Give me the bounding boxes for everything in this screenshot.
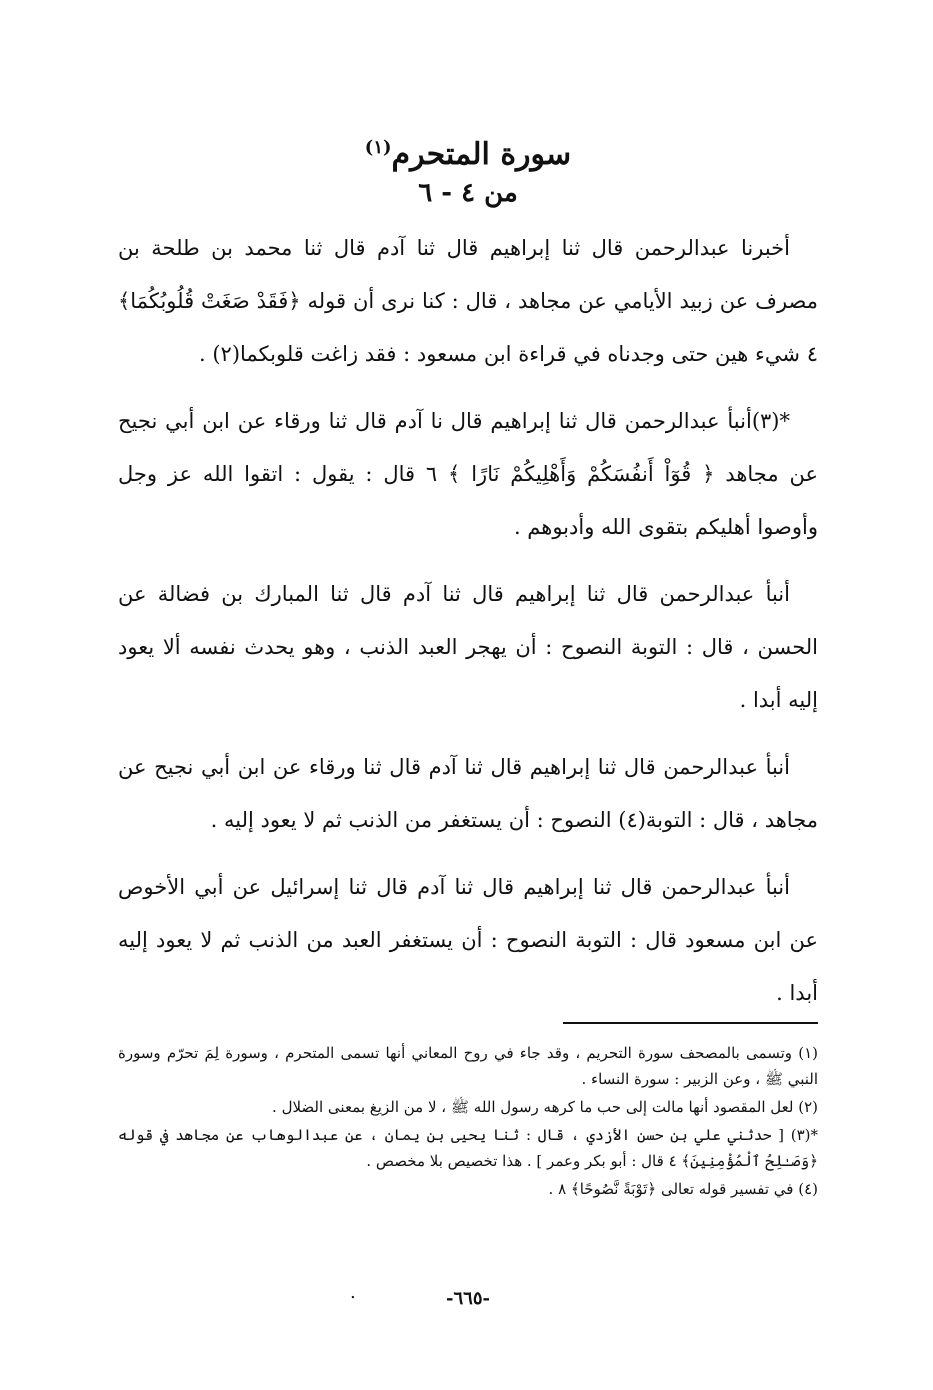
paragraph-4: أنبأ عبدالرحمن قال ثنا إبراهيم قال ثنا آدم قال ثنا ورقاء عن ابن أبي نجيح عن مجاهد ، قال : التوبة(٤) النصوح : أن يستغفر من الذنب ثم لا يعود إليه . [118,755,818,832]
surah-title [118,138,818,172]
main-text [118,222,818,1034]
surah-title-text: سورة المتحرم [391,137,572,172]
footnote-4: (٤) في تفسير قوله تعالى ﴿تَوْبَةً نَّصُوحًا﴾ ٨ . [548,1180,818,1198]
paragraph-5: أنبأ عبدالرحمن قال ثنا إبراهيم قال ثنا آدم قال ثنا إسرائيل عن أبي الأخوص عن ابن مسعود قال : التوبة النصوح : أن يستغفر العبد من الذنب ثم لا يعود إليه أبدا . [118,875,818,1005]
footnote-1: (١) وتسمى بالمصحف سورة التحريم ، وقد جاء في روح المعاني أنها تسمى المتحرم ، وسورة لِمَ تحرّم وسورة النبي ﷺ ، وعن الزبير : سورة النساء . [118,1044,818,1088]
footnote-3: *(٣) [ حدثني علي بن حسن الأزدي ، قال : ثنا يحيى بن يمان ، عن عبدالوهاب عن مجاهد في قوله ﴿وَصَـٰلِحُ ٱلْمُؤْمِنِينَ﴾ ٤ قال : أبو بكر وعمر ] . هذا تخصيص بلا مخصص . [118,1126,818,1170]
footnote-separator [563,1022,818,1024]
paragraph-3: أنبأ عبدالرحمن قال ثنا إبراهيم قال ثنا آدم قال ثنا المبارك بن فضالة عن الحسن ، قال : التوبة النصوح : أن يهجر العبد الذنب ، وهو يحدث نفسه ألا يعود إليه أبدا . [118,582,818,712]
paragraph-2: *(٣)أنبأ عبدالرحمن قال ثنا إبراهيم قال نا آدم قال ثنا ورقاء عن ابن أبي نجيح عن مجاهد ﴿ قُوٓاْ أَنفُسَكُمْ وَأَهْلِيكُمْ نَارًا ﴾ ٦ قال : يقول : اتقوا الله عز وجل وأوصوا أهليكم بتقوى الله وأدبوهم . [118,409,818,539]
footnote-2: (٢) لعل المقصود أنها مالت إلى حب ما كرهه رسول الله ﷺ ، لا من الزيغ بمعنى الضلال . [272,1098,818,1116]
stray-mark: . [350,1282,356,1303]
verse-range: من ٤ - ٦ [418,178,518,208]
paragraph-1: أخبرنا عبدالرحمن قال ثنا إبراهيم قال ثنا آدم قال ثنا محمد بن طلحة بن مصرف عن زبيد الأيامي عن مجاهد ، قال : كنا نرى أن قوله ﴿فَقَدْ صَغَتْ قُلُوبُكُمَا﴾ ٤ شيء هين حتى وجدناه في قراءة ابن مسعود : فقد زاغت قلوبكما(٢) . [118,236,818,366]
footnotes [118,1040,818,1204]
page-number: -٦٦٥- [446,1288,490,1309]
document-page [118,0,818,1390]
title-footnote-ref[interactable]: (١) [364,137,392,158]
